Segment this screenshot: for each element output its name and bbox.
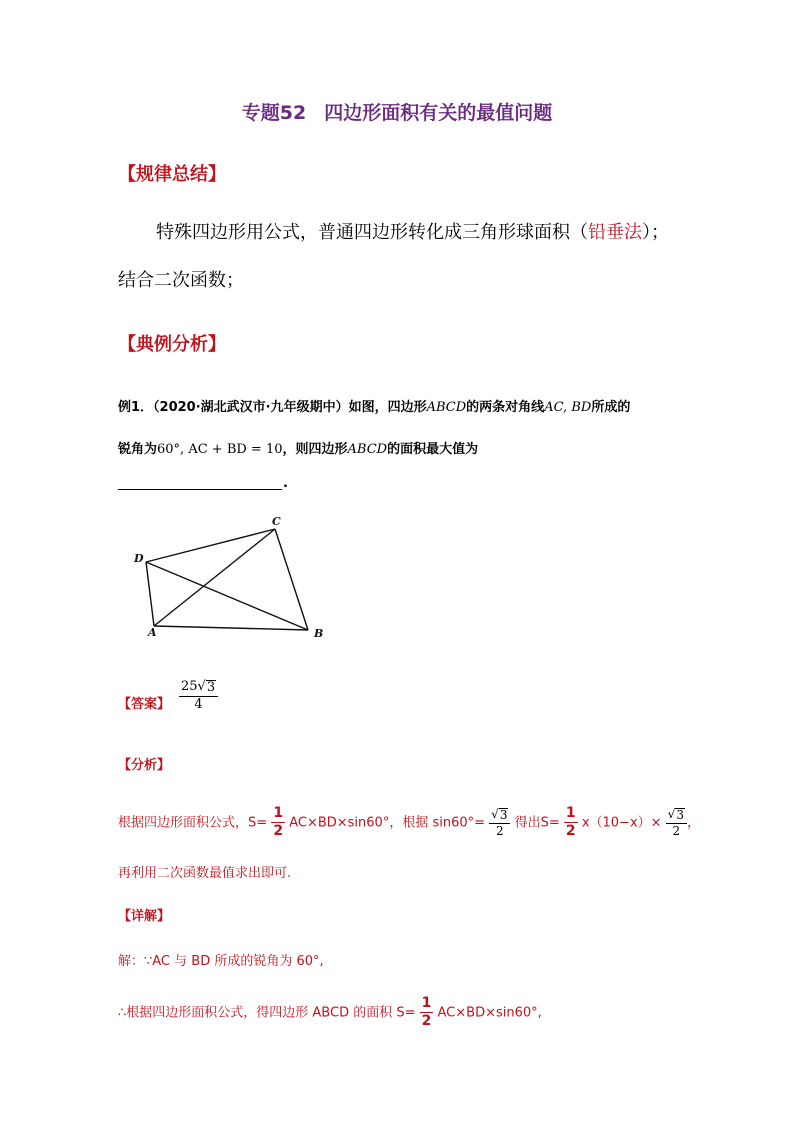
edge-bc xyxy=(275,529,308,630)
answer-blank xyxy=(118,489,282,490)
quadrilateral-figure xyxy=(128,512,338,642)
label-c: C xyxy=(272,515,281,528)
detail-line-2: ∴根据四边形面积公式，得四边形 ABCD 的面积 S= $\frac{1}{2}$ AC×BD×sin60°, xyxy=(118,995,542,1030)
edge-cd xyxy=(146,529,275,562)
detail-tag: 【详解】 xyxy=(118,909,171,924)
summary-line-1: 特殊四边形用公式，普通四边形转化成三角形球面积（铅垂法）； xyxy=(156,222,669,243)
diagonal-ac xyxy=(154,529,275,626)
label-d: D xyxy=(134,552,144,565)
summary-highlight: 铅垂法 xyxy=(588,222,642,243)
answer-tag: 【答案】 xyxy=(118,697,171,712)
analysis-tag: 【分析】 xyxy=(118,758,171,773)
edge-ab xyxy=(154,626,308,630)
examples-heading: 【典例分析】 xyxy=(118,334,226,355)
label-a: A xyxy=(148,626,157,639)
analysis-line-1: 根据四边形面积公式，S= $\frac{1}{2}$ AC×BD×sin60°，根据 sin60°= √ 3 2 得出S= $\frac{1}{2}$ x（10−x）× √ 3 2 ， xyxy=(118,805,700,840)
label-b: B xyxy=(314,627,324,640)
half-fraction: $\frac{1}{2}$ xyxy=(273,805,284,840)
page-title xyxy=(0,98,794,125)
answer-value: 25 √ 3 4 xyxy=(179,680,218,713)
sqrt3-over-2: √ 3 2 xyxy=(489,808,510,839)
example-line-1: 例1．（2020·湖北武汉市·九年级期中）如图，四边形ABCD的两条对角线AC, BD所成的 xyxy=(118,400,631,415)
analysis-line-2: 再利用二次函数最值求出即可. xyxy=(118,866,292,881)
example-line-2: 锐角为60°, AC + BD = 10，则四边形ABCD的面积最大值为 xyxy=(118,442,479,457)
summary-heading: 【规律总结】 xyxy=(118,164,226,185)
title-number: 专题52 xyxy=(241,102,307,124)
title-text: 四边形面积有关的最值问题 xyxy=(324,102,553,124)
answer-blank-period: . xyxy=(283,476,288,491)
edge-da xyxy=(146,562,154,626)
diagonal-bd xyxy=(146,562,308,630)
summary-line-2: 结合二次函数； xyxy=(118,270,244,291)
detail-line-1: 解：∵AC 与 BD 所成的锐角为 60°, xyxy=(118,954,324,969)
